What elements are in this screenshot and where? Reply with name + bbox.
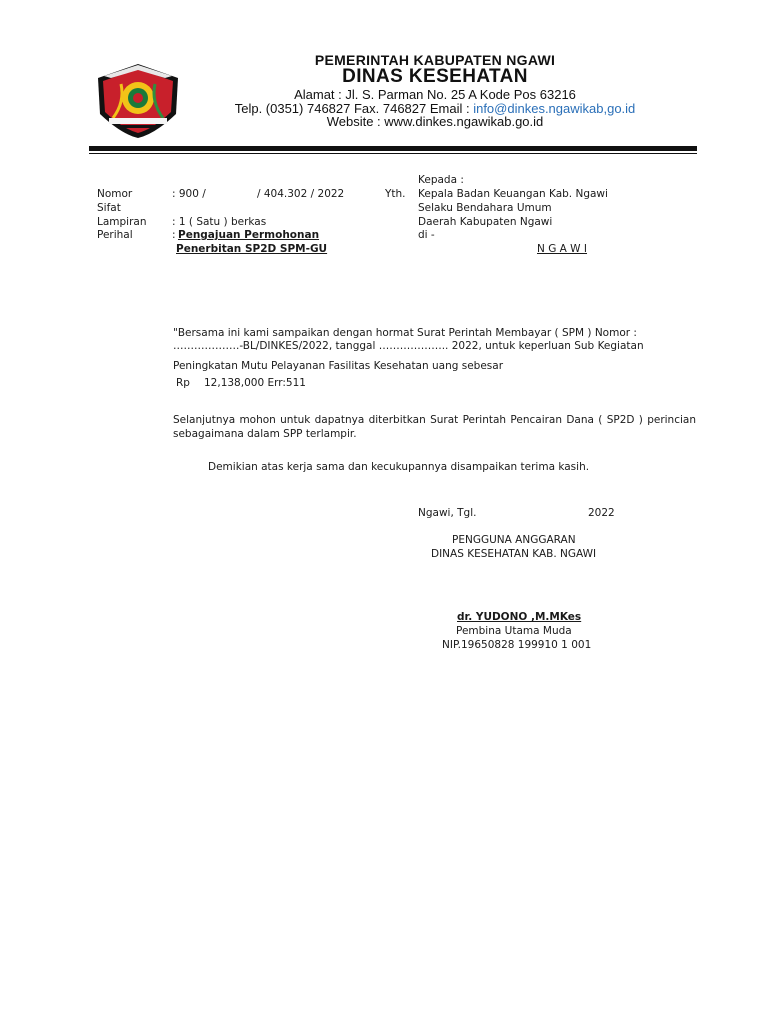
recipient-line-2: Selaku Bendahara Umum	[418, 202, 552, 214]
letterhead-government: PEMERINTAH KABUPATEN NGAWI	[314, 52, 556, 68]
kepada-label: Kepada :	[418, 174, 464, 186]
letterhead-website: Website : www.dinkes.ngawikab.go.id	[326, 114, 544, 129]
letterhead-phone: Telp. (0351) 746827 Fax. 746827 Email :	[234, 101, 474, 116]
letterhead-divider-thin	[89, 153, 697, 154]
lampiran-label: Lampiran	[97, 216, 147, 228]
letterhead-divider-thick	[89, 146, 697, 151]
nomor-value-suffix: / 404.302 / 2022	[257, 188, 345, 200]
amount-label: Rp	[176, 377, 190, 389]
closing-sentence: Demikian atas kerja sama dan kecukupannya disampaikan terima kasih.	[208, 461, 590, 473]
signature-year: 2022	[588, 507, 615, 519]
body-paragraph-2: Peningkatan Mutu Pelayanan Fasilitas Kesehatan uang sebesar	[173, 360, 504, 372]
perihal-colon: :	[172, 229, 176, 241]
lampiran-value: : 1 ( Satu ) berkas	[172, 216, 267, 228]
nomor-value: : 900 /	[172, 188, 206, 200]
recipient-line-4: di -	[418, 229, 435, 241]
recipient-line-1: Kepala Badan Keuangan Kab. Ngawi	[418, 188, 608, 200]
amount-value: 12,138,000 Err:511	[204, 377, 306, 389]
sifat-label: Sifat	[97, 202, 121, 214]
signature-place-date: Ngawi, Tgl.	[418, 507, 477, 519]
body-paragraph-1-line-1: "Bersama ini kami sampaikan dengan hormat Surat Perintah Membayar ( SPM ) Nomor :	[173, 327, 637, 339]
letterhead-address: Alamat : Jl. S. Parman No. 25 A Kode Pos 63216	[294, 87, 576, 102]
nomor-label: Nomor	[97, 188, 133, 200]
signatory-name: dr. YUDONO ,M.MKes	[457, 611, 582, 623]
letterhead-agency: DINAS KESEHATAN	[342, 66, 528, 87]
signature-title-2: DINAS KESEHATAN KAB. NGAWI	[431, 548, 597, 560]
signature-title-1: PENGGUNA ANGGARAN	[452, 534, 576, 546]
recipient-line-3: Daerah Kabupaten Ngawi	[418, 216, 553, 228]
body-paragraph-3: Selanjutnya mohon untuk dapatnya diterbitkan Surat Perintah Pencairan Dana ( SP2D ) perincian sebagaimana dalam SPP terlampir.	[173, 414, 696, 440]
ngawi-regency-emblem	[95, 62, 181, 140]
recipient-city: N G A W I	[537, 243, 588, 255]
perihal-label: Perihal	[97, 229, 133, 241]
perihal-line-1: Pengajuan Permohonan	[178, 229, 320, 241]
signatory-rank: Pembina Utama Muda	[456, 625, 572, 637]
perihal-line-2: Penerbitan SP2D SPM-GU	[176, 243, 328, 255]
letterhead-email: info@dinkes.ngawikab,go.id	[473, 101, 636, 116]
body-paragraph-1-line-2: ……………….-BL/DINKES/2022, tanggal ……………….. 2022, untuk keperluan Sub Kegiatan	[173, 340, 644, 352]
yth-label: Yth.	[385, 188, 406, 200]
signatory-nip: NIP.19650828 199910 1 001	[442, 639, 592, 651]
